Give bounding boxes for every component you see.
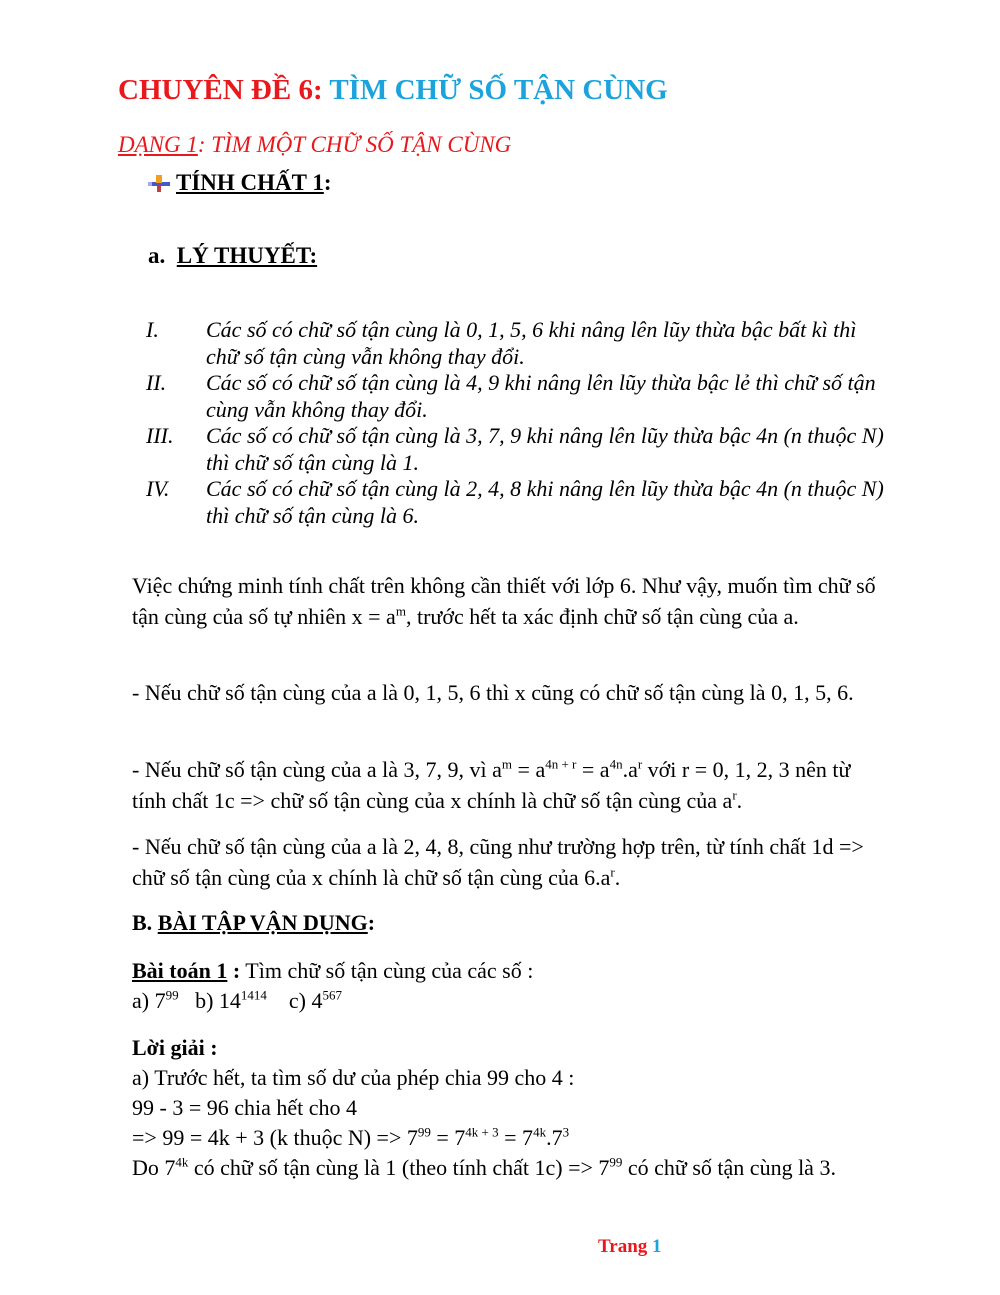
section-b-colon: : (367, 910, 376, 935)
problem-text: Tìm chữ số tận cùng của các số : (240, 958, 534, 983)
text-run: => 99 = 4k + 3 (k thuộc N) => 7 (132, 1125, 418, 1150)
solution-line (132, 1125, 569, 1151)
section-b-label: BÀI TẬP VẬN DỤNG (157, 910, 368, 935)
superscript: 99 (165, 987, 179, 1003)
property-text: Các số có chữ số tận cùng là 0, 1, 5, 6 khi nâng lên lũy thừa bậc bất kì thì chữ số tận cùng vẫn không thay đổi. (206, 317, 857, 369)
problem-statement (132, 958, 533, 984)
text-run: có chữ số tận cùng là 3. (622, 1155, 836, 1180)
superscript: m (395, 603, 406, 619)
tinh-chat-heading (148, 170, 332, 196)
text-run: a) 7 (132, 988, 166, 1013)
superscript: 99 (417, 1124, 431, 1140)
superscript: m (501, 756, 513, 772)
paragraph-case-379 (132, 755, 877, 816)
page-footer (598, 1236, 662, 1258)
ly-thuyet-label: LÝ THUYẾT: (176, 243, 318, 268)
text-run: = a (576, 757, 610, 782)
page-title (118, 74, 668, 107)
superscript: 4n (609, 756, 623, 772)
text-run: . (736, 787, 743, 813)
property-item (146, 370, 886, 423)
superscript: 4n + r (545, 756, 577, 772)
text-run: = 7 (430, 1125, 466, 1150)
text-run: b) 14 (178, 988, 241, 1013)
ly-thuyet-heading (148, 243, 317, 269)
title-prefix: CHUYÊN ĐỀ 6: (118, 74, 330, 106)
property-item (146, 317, 886, 370)
text-run: với r = 0, 1, 2, 3 nên từ tính chất 1c => chữ số tận cùng của x chính là chữ số tận cùng của a (132, 757, 851, 813)
property-text: Các số có chữ số tận cùng là 2, 4, 8 khi nâng lên lũy thừa bậc 4n (n thuộc N) thì chữ số tận cùng là 6. (206, 476, 884, 528)
paragraph-intro (132, 571, 877, 632)
property-item (146, 476, 886, 529)
section-b-prefix: B. (132, 910, 158, 935)
text-run: . (614, 864, 621, 890)
text-run: = a (512, 757, 546, 782)
property-text: Các số có chữ số tận cùng là 3, 7, 9 khi nâng lên lũy thừa bậc 4n (n thuộc N) thì chữ số tận cùng là 1. (206, 423, 884, 475)
title-main: TÌM CHỮ SỐ TẬN CÙNG (329, 74, 668, 106)
superscript: r (610, 864, 615, 880)
problem-label: Bài toán 1 (132, 958, 228, 983)
text-run: - Nếu chữ số tận cùng của a là 2, 4, 8, cũng như trường hợp trên, từ tính chất 1d => chữ số tận cùng của x chính là chữ số tận cùng của 6.a (132, 834, 864, 890)
solution-line (132, 1155, 836, 1181)
superscript: 99 (609, 1154, 623, 1170)
footer-label: Trang (598, 1236, 653, 1257)
page-number: 1 (652, 1236, 662, 1257)
problem-colon: : (227, 958, 241, 983)
bullet-icon (148, 173, 170, 193)
solution-line: a) Trước hết, ta tìm số dư của phép chia 99 cho 4 : (132, 1065, 575, 1090)
problem-items (132, 988, 342, 1014)
text-run: = 7 (498, 1125, 534, 1150)
superscript: 567 (322, 987, 343, 1003)
property-number: IV. (146, 476, 170, 501)
dang-heading (118, 132, 511, 158)
text-run: Do 7 (132, 1155, 176, 1180)
section-b-heading (132, 910, 375, 936)
superscript: 4k + 3 (465, 1124, 499, 1140)
superscript: 1414 (240, 987, 267, 1003)
paragraph-case-248 (132, 832, 877, 893)
property-item (146, 423, 886, 476)
ly-thuyet-prefix: a. (148, 243, 177, 268)
property-number: I. (146, 317, 159, 342)
superscript: 4k (533, 1124, 547, 1140)
dang-label: DẠNG 1 (118, 132, 198, 157)
solution-heading: Lời giải : (132, 1035, 218, 1060)
text-run: .a (622, 757, 638, 782)
property-text: Các số có chữ số tận cùng là 4, 9 khi nâng lên lũy thừa bậc lẻ thì chữ số tận cùng vẫn không thay đổi. (206, 370, 876, 422)
text-run: c) 4 (266, 988, 323, 1013)
superscript: r (732, 787, 737, 803)
paragraph-case-0156: - Nếu chữ số tận cùng của a là 0, 1, 5, 6 thì x cũng có chữ số tận cùng là 0, 1, 5, 6. (132, 680, 854, 705)
text-run: , trước hết ta xác định chữ số tận cùng của a. (405, 603, 799, 629)
property-number: II. (146, 370, 167, 395)
tinh-chat-label: TÍNH CHẤT 1 (176, 170, 324, 195)
solution-line: 99 - 3 = 96 chia hết cho 4 (132, 1095, 358, 1120)
superscript: 3 (562, 1124, 570, 1140)
text-run: - Nếu chữ số tận cùng của a là 3, 7, 9, vì a (132, 757, 502, 782)
superscript: 4k (175, 1154, 189, 1170)
dang-text: : TÌM MỘT CHỮ SỐ TẬN CÙNG (197, 132, 512, 157)
tinh-chat-colon: : (323, 170, 332, 195)
text-run: Việc chứng minh tính chất trên không cần thiết với lớp 6. Như vậy, muốn tìm chữ số tận cùng của số tự nhiên x = a (132, 573, 876, 629)
text-run: có chữ số tận cùng là 1 (theo tính chất 1c) => 7 (188, 1155, 610, 1180)
text-run: .7 (546, 1125, 563, 1150)
superscript: r (637, 756, 643, 772)
property-number: III. (146, 423, 174, 448)
